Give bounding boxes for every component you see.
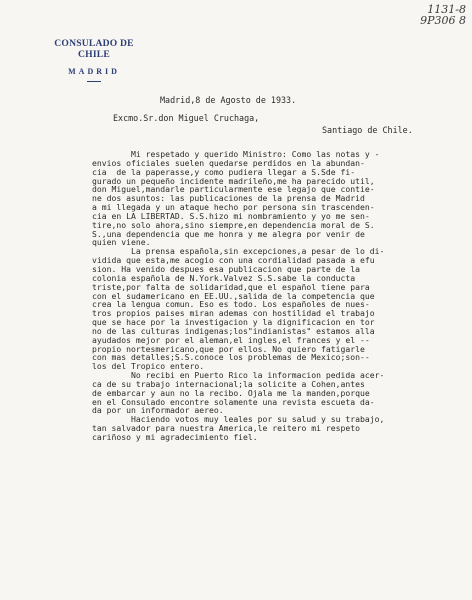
body-line: S.,una dependencia que me honra y me alegra por venir de	[92, 228, 365, 239]
body-line: de embarcar y aun no la recibo. Ojala me la manden,porque	[92, 387, 370, 398]
body-line: con el sudamericano en EE.UU.,salida de la competencia que	[92, 290, 375, 301]
archive-handwritten-note	[420, 4, 466, 26]
body-line: ayudados mejor por el aleman,el ingles,el frances y el --	[92, 334, 370, 345]
body-line: da por un informador aereo.	[92, 405, 224, 416]
body-line: tan salvador para nuestra America,le reitero mi respeto	[92, 423, 361, 434]
letterhead-title: CONSULADO DE CHILE	[54, 38, 134, 60]
body-line: sion. Ha venido despues esa publicacion que parte de la	[92, 263, 361, 274]
body-line: propio nortesmericano,que por ellos. No quiero fatigarle	[92, 343, 365, 354]
body-line: Haciendo votos muy leales por su salud y su trabajo,	[92, 414, 385, 425]
body-line: vidida que esta,me acogio con una cordialidad pasada a efu	[92, 255, 375, 266]
body-line: No recibi en Puerto Rico la informacion pedida acer-	[92, 370, 385, 381]
letterhead-rule	[87, 81, 101, 82]
body-line: cia de la paperasse,y como pudiera llegar a S.Sde fi-	[92, 166, 356, 177]
recipient-name: Excmo.Sr.don Miguel Cruchaga,	[113, 113, 260, 123]
body-line: que se hace por la investigacion y la dignificacion en tor	[92, 317, 375, 328]
body-line: ca de su trabajo internacional;la solicite a Cohen,antes	[92, 378, 365, 389]
letter-body	[92, 150, 402, 442]
body-line: crea la lengua comun. Eso es todo. Los españoles de nues-	[92, 299, 370, 310]
body-line: a mi llegada y un ataque hecho por persona sin trascenden-	[92, 202, 375, 213]
body-line: tros propios paises miran ademas con hostilidad el trabajo	[92, 308, 375, 319]
body-line: Mi respetado y querido Ministro: Como las notas y -	[92, 149, 380, 159]
body-line: cia en LA LIBERTAD. S.S.hizo mi nombramiento y yo me sen-	[92, 210, 370, 221]
body-line: ne dos asuntos: las publicaciones de la prensa de Madrid	[92, 193, 365, 204]
body-line: triste,por falta de solidaridad,que el español tiene para	[92, 281, 370, 292]
body-line: envios oficiales suelen quedarse perdidos en la abundan-	[92, 157, 365, 168]
letterhead-city: MADRID	[68, 67, 120, 76]
body-line: La prensa española,sin excepciones,a pesar de lo di-	[92, 246, 385, 257]
body-line: don Miguel,mandarle particularmente ese legajo que contie-	[92, 184, 375, 195]
letterhead	[38, 38, 150, 82]
archive-note-line: 1131-8	[427, 3, 466, 16]
body-line: tire,no solo ahora,sino siempre,en dependencia moral de S.	[92, 219, 375, 230]
archive-note-line: 9P306 8	[420, 14, 466, 27]
body-line: gurado un pequeño incidente madrileño,me ha parecido util,	[92, 175, 375, 186]
dateline: Madrid,8 de Agosto de 1933.	[160, 95, 297, 105]
body-line: no de las culturas indigenas;los"indianistas" estamos alla	[92, 325, 375, 336]
body-line: los del Tropico entero.	[92, 361, 205, 372]
body-line: quien viene.	[92, 237, 151, 248]
recipient-place: Santiago de Chile.	[322, 125, 413, 135]
body-line: cariñoso y mi agradecimiento fiel.	[92, 432, 258, 442]
body-line: con mas detalles;S.S.conoce los problemas de Mexico;son--	[92, 352, 370, 363]
body-line: colonia española de N.York.Valvez S.S.sabe la conducta	[92, 272, 356, 283]
body-line: en el Consulado encontre solamente una revista escueta da-	[92, 396, 375, 407]
